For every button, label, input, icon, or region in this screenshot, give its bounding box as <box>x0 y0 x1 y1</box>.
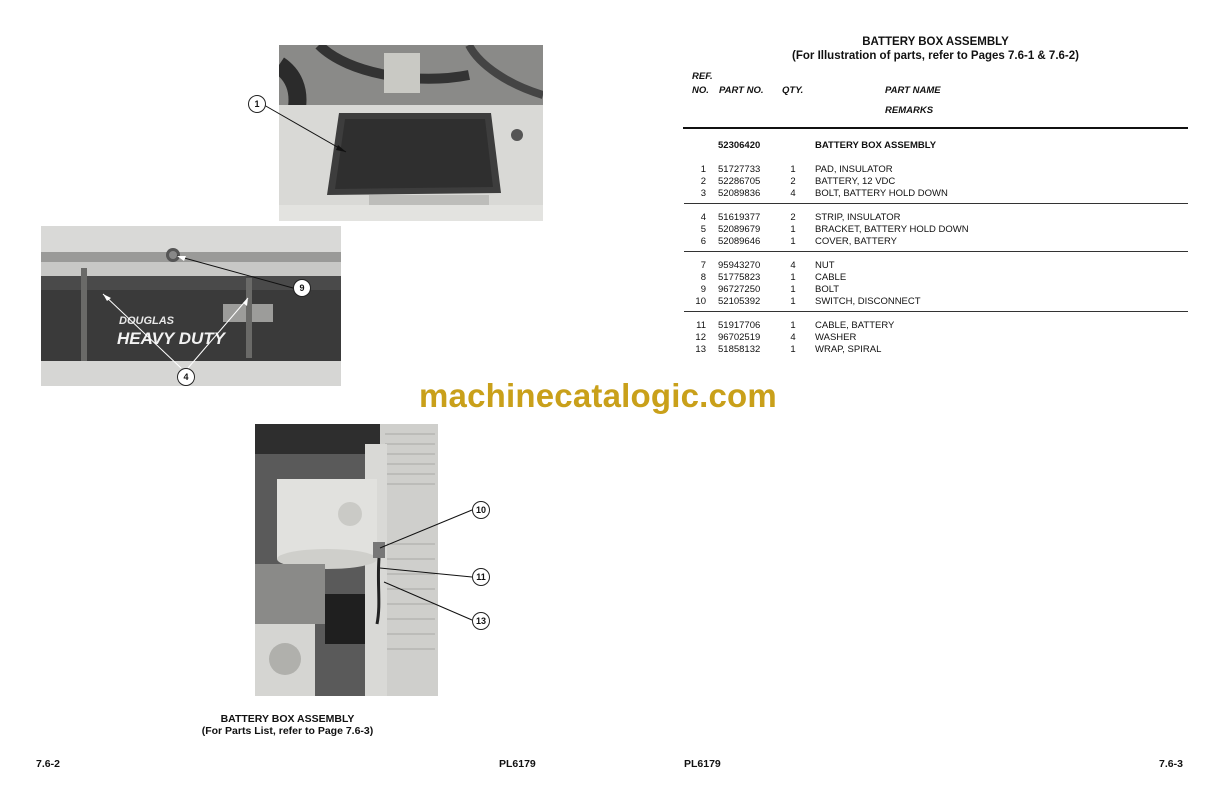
part-ref-no: 8 <box>700 272 706 283</box>
parts-row <box>684 344 1188 356</box>
part-name: BOLT <box>815 284 840 295</box>
right-doc-code: PL6179 <box>684 758 721 770</box>
part-name: BOLT, BATTERY HOLD DOWN <box>815 188 948 199</box>
assembly-row <box>684 140 1188 152</box>
left-caption <box>170 713 405 737</box>
part-number: 51917706 <box>718 320 761 331</box>
header-rule <box>683 127 1188 129</box>
part-qty: 1 <box>790 272 796 283</box>
assembly-part-no: 52306420 <box>718 140 761 151</box>
part-qty: 1 <box>790 164 796 175</box>
right-page-number: 7.6-3 <box>1159 758 1183 770</box>
callout-4: 4 <box>177 368 195 386</box>
group-divider <box>684 311 1188 312</box>
part-number: 51727733 <box>718 164 761 175</box>
part-qty: 4 <box>790 260 796 271</box>
header-part-no: PART NO. <box>719 85 764 96</box>
callout-10: 10 <box>472 501 490 519</box>
left-page-number: 7.6-2 <box>36 758 60 770</box>
part-ref-no: 9 <box>700 284 706 295</box>
part-qty: 1 <box>790 236 796 247</box>
part-ref-no: 2 <box>700 176 706 187</box>
parts-row <box>684 332 1188 344</box>
parts-row <box>684 320 1188 332</box>
parts-row <box>684 272 1188 284</box>
callout-11: 11 <box>472 568 490 586</box>
parts-row <box>684 176 1188 188</box>
parts-row <box>684 224 1188 236</box>
part-name: PAD, INSULATOR <box>815 164 893 175</box>
header-remarks: REMARKS <box>885 105 934 116</box>
leader-lines-10-11-13 <box>370 500 480 630</box>
part-number: 52105392 <box>718 296 761 307</box>
part-number: 95943270 <box>718 260 761 271</box>
part-ref-no: 5 <box>700 224 706 235</box>
part-number: 52286705 <box>718 176 761 187</box>
part-qty: 4 <box>790 188 796 199</box>
part-number: 51858132 <box>718 344 761 355</box>
group-divider <box>684 203 1188 204</box>
callout-9: 9 <box>293 279 311 297</box>
part-ref-no: 10 <box>695 296 706 307</box>
parts-row <box>684 188 1188 200</box>
part-name: NUT <box>815 260 835 271</box>
group-divider <box>684 251 1188 252</box>
part-number: 51619377 <box>718 212 761 223</box>
part-qty: 1 <box>790 296 796 307</box>
part-name: WASHER <box>815 332 857 343</box>
part-ref-no: 1 <box>700 164 706 175</box>
part-number: 96727250 <box>718 284 761 295</box>
callout-13: 13 <box>472 612 490 630</box>
parts-list-title-sub: (For Illustration of parts, refer to Pages 7.6-1 & 7.6-2) <box>792 50 1079 62</box>
part-number: 52089646 <box>718 236 761 247</box>
part-ref-no: 4 <box>700 212 706 223</box>
parts-row <box>684 236 1188 248</box>
header-no: NO. <box>692 85 709 96</box>
part-ref-no: 13 <box>695 344 706 355</box>
callout-1: 1 <box>248 95 266 113</box>
part-qty: 2 <box>790 176 796 187</box>
part-name: BRACKET, BATTERY HOLD DOWN <box>815 224 969 235</box>
assembly-name: BATTERY BOX ASSEMBLY <box>815 140 937 151</box>
part-ref-no: 11 <box>696 320 706 331</box>
left-doc-code: PL6179 <box>499 758 536 770</box>
part-number: 52089679 <box>718 224 761 235</box>
battery-brand-text: DOUGLAS <box>119 315 174 327</box>
part-name: CABLE, BATTERY <box>815 320 895 331</box>
part-qty: 2 <box>790 212 796 223</box>
parts-row <box>684 260 1188 272</box>
part-qty: 4 <box>790 332 796 343</box>
part-number: 51775823 <box>718 272 761 283</box>
leader-line-1 <box>250 95 370 165</box>
part-name: WRAP, SPIRAL <box>815 344 882 355</box>
part-number: 52089836 <box>718 188 761 199</box>
left-caption-title: BATTERY BOX ASSEMBLY <box>220 713 355 725</box>
part-name: SWITCH, DISCONNECT <box>815 296 921 307</box>
part-name: CABLE <box>815 272 847 283</box>
part-number: 96702519 <box>718 332 761 343</box>
part-ref-no: 12 <box>695 332 706 343</box>
part-name: COVER, BATTERY <box>815 236 897 247</box>
header-part-name: PART NAME <box>885 85 941 96</box>
part-qty: 1 <box>790 344 796 355</box>
battery-model-text: HEAVY DUTY <box>117 329 226 348</box>
header-ref: REF. <box>692 71 713 82</box>
part-ref-no: 7 <box>700 260 706 271</box>
part-qty: 1 <box>790 284 796 295</box>
parts-row <box>684 284 1188 296</box>
watermark-text: machinecatalogic.com <box>419 377 777 414</box>
parts-row <box>684 212 1188 224</box>
parts-list-title <box>683 35 1188 63</box>
part-ref-no: 3 <box>700 188 706 199</box>
leader-lines-9-4 <box>41 226 341 386</box>
part-name: STRIP, INSULATOR <box>815 212 901 223</box>
part-qty: 1 <box>790 320 796 331</box>
parts-list-title-main: BATTERY BOX ASSEMBLY <box>862 36 1009 48</box>
parts-list <box>684 140 1188 365</box>
part-name: BATTERY, 12 VDC <box>815 176 896 187</box>
part-ref-no: 6 <box>700 236 706 247</box>
parts-row <box>684 164 1188 176</box>
header-qty: QTY. <box>782 85 804 96</box>
parts-row <box>684 296 1188 308</box>
left-caption-subtitle: (For Parts List, refer to Page 7.6-3) <box>201 725 374 737</box>
part-qty: 1 <box>790 224 796 235</box>
